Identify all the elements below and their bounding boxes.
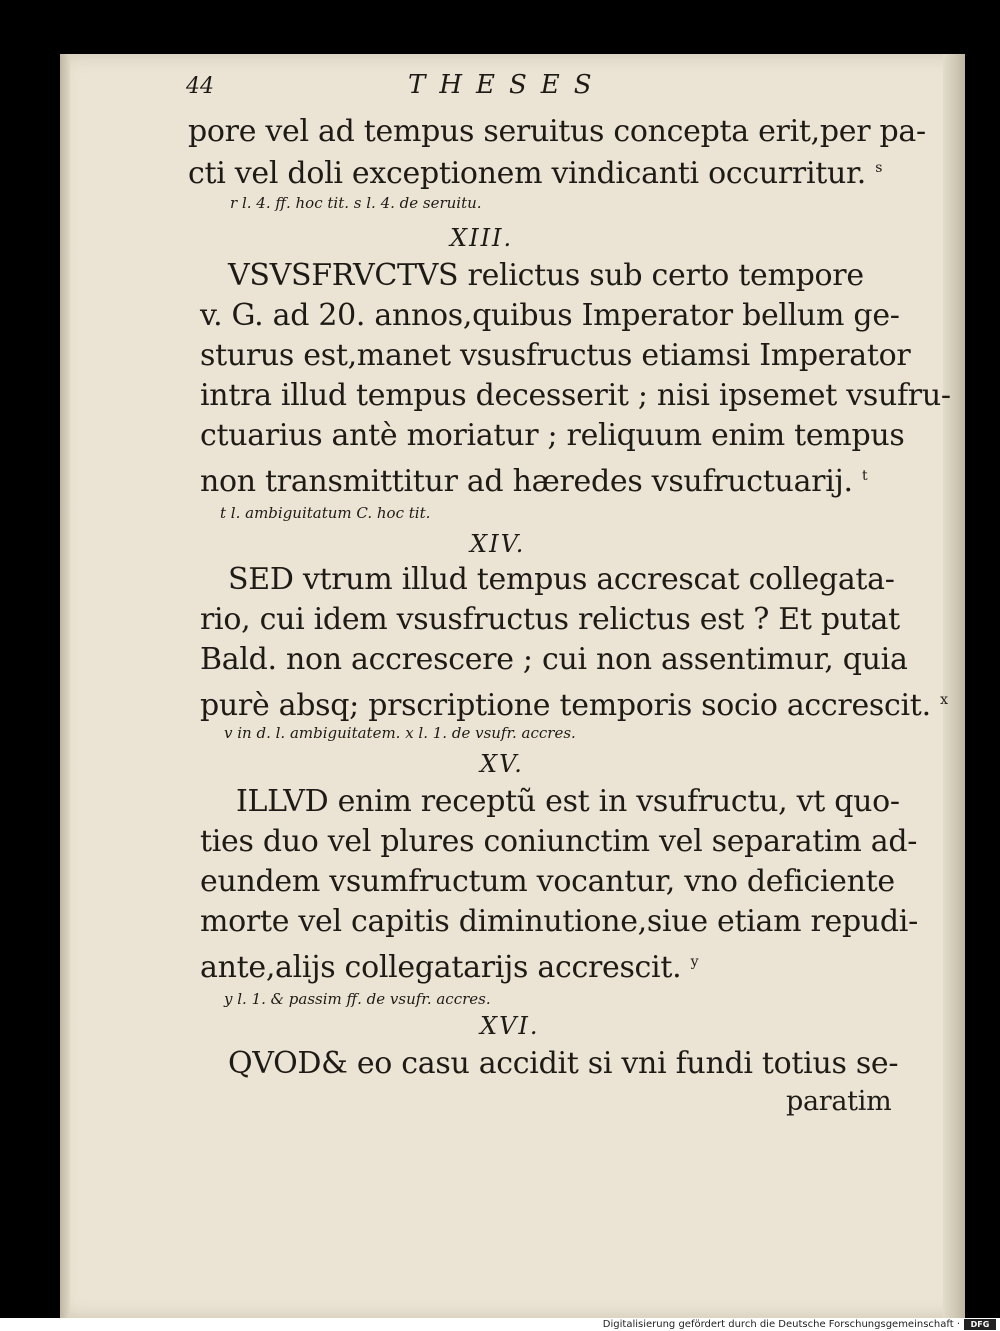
footnote-marker: t [862, 468, 868, 484]
text-line: v. G. ad 20. annos,quibus Imperator bellum ge- [200, 298, 900, 333]
text-line: intra illud tempus decesserit ; nisi ipsemet vsufru- [200, 378, 951, 413]
text-line-content: purè absq; prscriptione temporis socio accrescit. [200, 688, 931, 723]
text-line [200, 680, 948, 726]
text-line [200, 456, 867, 502]
footnote-marker: s [875, 160, 883, 176]
book-page [60, 54, 965, 1318]
text-line: rio, cui idem vsusfructus relictus est ? Et putat [200, 602, 900, 637]
text-line [188, 148, 882, 194]
catchword: paratim [786, 1086, 892, 1117]
section-numeral: XIV. [470, 530, 526, 558]
text-line: VSVSFRVCTVS relictus sub certo tempore [228, 258, 864, 293]
dfg-logo: DFG [964, 1319, 996, 1330]
text-line: ties duo vel plures coniunctim vel separatim ad- [200, 824, 918, 859]
digitization-credit: Digitalisierung gefördert durch die Deutsche Forschungsgemeinschaft · [602, 1319, 960, 1330]
footnote-marker: x [940, 692, 948, 708]
section-numeral: XV. [480, 750, 524, 778]
text-line: QVOD& eo casu accidit si vni fundi totius se- [228, 1046, 899, 1081]
marginal-note: v in d. l. ambiguitatem. x l. 1. de vsufr. accres. [224, 724, 576, 742]
text-line: Bald. non accrescere ; cui non assentimur, quia [200, 642, 908, 677]
marginal-note: t l. ambiguitatum C. hoc tit. [220, 504, 431, 522]
page-number: 44 [186, 74, 214, 99]
text-line [200, 942, 698, 988]
text-line-content: ante,alijs collegatarijs accrescit. [200, 950, 682, 985]
text-line: SED vtrum illud tempus accrescat collegata- [228, 562, 895, 597]
text-line-content: non transmittitur ad hæredes vsufructuarij. [200, 464, 853, 499]
running-title: THESES [408, 70, 606, 100]
text-line: sturus est,manet vsusfructus etiamsi Imperator [200, 338, 911, 373]
page-gutter [60, 54, 70, 1318]
section-numeral: XIII. [450, 224, 514, 252]
marginal-note: y l. 1. & passim ff. de vsufr. accres. [224, 990, 491, 1008]
marginal-note: r l. 4. ff. hoc tit. s l. 4. de seruitu. [230, 194, 482, 212]
text-line: ctuarius antè moriatur ; reliquum enim tempus [200, 418, 905, 453]
text-line: morte vel capitis diminutione,siue etiam repudi- [200, 904, 918, 939]
section-numeral: XVI. [480, 1012, 540, 1040]
text-line: ILLVD enim receptũ est in vsufructu, vt quo- [236, 784, 900, 819]
text-line: eundem vsumfructum vocantur, vno deficiente [200, 864, 895, 899]
footnote-marker: y [690, 954, 699, 970]
text-line-content: cti vel doli exceptionem vindicanti occurritur. [188, 156, 866, 191]
text-line: pore vel ad tempus seruitus concepta erit,per pa- [188, 114, 926, 149]
